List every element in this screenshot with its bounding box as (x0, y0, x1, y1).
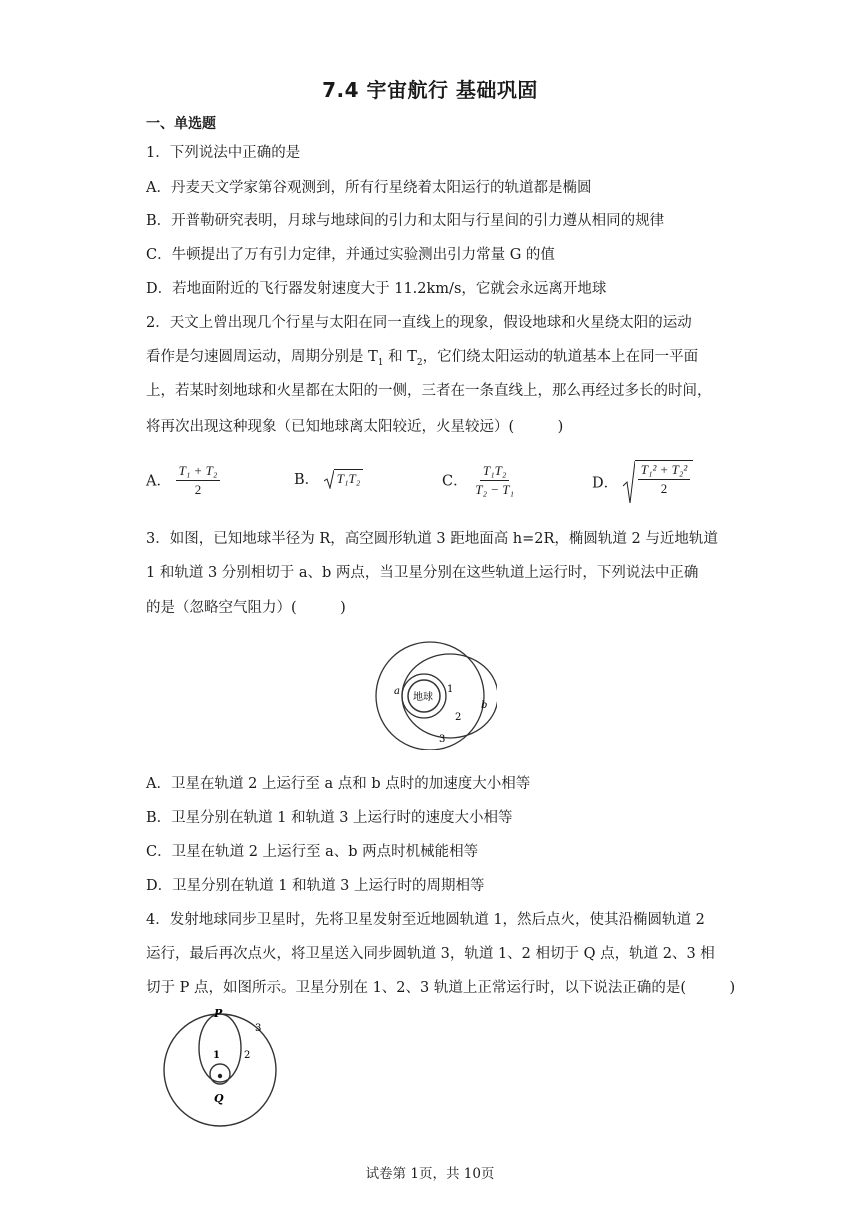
section-heading: 一、单选题 (146, 116, 216, 132)
orbit-1-label: 1 (447, 684, 454, 695)
q1-stem: 1．下列说法中正确的是 (146, 145, 301, 161)
q2-option-d: D． $\frac{\text{T₁² + T₂²}}{2}$ (592, 460, 693, 504)
orbit-3-label: 3 (255, 1023, 262, 1034)
q3-stem-line1: 3．如图，已知地球半径为 R，高空圆形轨道 3 距地面高 h=2R，椭圆轨道 2 与近地轨道 (146, 531, 718, 547)
earth-dot (218, 1074, 222, 1078)
q2-stem-line1: 2．天文上曾出现几个行星与太阳在同一直线上的现象，假设地球和火星绕太阳的运动 (146, 315, 692, 331)
point-p-label: P (214, 1007, 223, 1020)
q3-option-c: C．卫星在轨道 2 上运行至 a、b 两点时机械能相等 (146, 844, 479, 860)
earth-label: 地球 (413, 692, 433, 703)
q2-option-b: B． T₁T₂ (294, 468, 363, 489)
q4-stem-line3: 切于 P 点，如图所示。卫星分别在 1、2、3 轨道上正常运行时，以下说法正确的是( ) (146, 980, 736, 996)
point-b-label: b (481, 700, 488, 711)
q1-option-c: C．牛顿提出了万有引力定律，并通过实验测出引力常量 G 的值 (146, 247, 555, 263)
point-q-label: Q (214, 1092, 224, 1105)
q1-option-a: A．丹麦天文学家第谷观测到，所有行星绕着太阳运行的轨道都是椭圆 (146, 180, 592, 196)
q3-option-d: D．卫星分别在轨道 1 和轨道 3 上运行时的周期相等 (146, 878, 485, 894)
q1-option-b: B．开普勒研究表明，月球与地球间的引力和太阳与行星间的引力遵从相同的规律 (146, 213, 665, 229)
q3-orbit-figure (363, 634, 497, 750)
q2-stem-line3: 上，若某时刻地球和火星都在太阳的一侧，三者在一条直线上，那么再经过多长的时间， (146, 383, 712, 399)
orbit-2-ellipse (199, 1014, 241, 1082)
q4-stem-line1: 4．发射地球同步卫星时，先将卫星发射至近地圆轨道 1，然后点火，使其沿椭圆轨道 2 (146, 912, 705, 928)
q4-stem-line2: 运行，最后再次点火，将卫星送入同步圆轨道 3，轨道 1、2 相切于 Q 点，轨道 2、3 相 (146, 946, 715, 962)
q3-option-a: A．卫星在轨道 2 上运行至 a 点和 b 点时的加速度大小相等 (146, 776, 531, 792)
q2-option-c: C． $\frac{\text{T₁T₂}}{\text{T₂ − T₁}}$ (442, 463, 514, 497)
q3-stem-line2: 1 和轨道 3 分别相切于 a、b 两点，当卫星分别在这些轨道上运行时，下列说法中正确 (146, 565, 699, 581)
q3-option-b: B．卫星分别在轨道 1 和轨道 3 上运行时的速度大小相等 (146, 810, 513, 826)
q2-stem-line4: 将再次出现这种现象（已知地球离太阳较近，火星较远）( ) (146, 419, 564, 435)
orbit-2-label: 2 (455, 712, 462, 723)
q2-option-a: A． $\frac{\text{T₁ + T₂}}{2}$ (146, 462, 220, 498)
page-title: 7.4 宇宙航行 基础巩固 (322, 78, 538, 102)
orbit-3-label: 3 (439, 734, 446, 745)
point-a-label: a (394, 686, 400, 697)
q4-orbit-figure (158, 1006, 294, 1130)
q2-stem-line2: 看作是匀速圆周运动，周期分别是 $T_1$ 和 $T_2$，它们绕太阳运动的轨道基本上在同一平面 (146, 349, 699, 368)
orbit-2-label: 2 (244, 1050, 251, 1061)
q1-option-d: D．若地面附近的飞行器发射速度大于 11.2km/s，它就会永远离开地球 (146, 281, 607, 297)
q3-stem-line3: 的是（忽略空气阻力）( ) (146, 600, 346, 616)
page-footer: 试卷第 1页，共 10页 (365, 1166, 495, 1182)
orbit-1-label: 1 (213, 1050, 220, 1061)
